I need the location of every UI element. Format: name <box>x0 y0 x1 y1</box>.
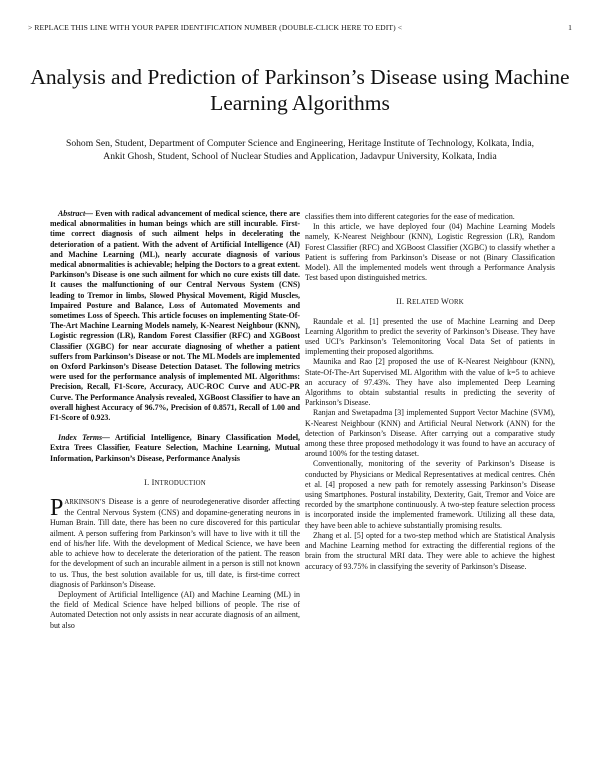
intro-heading-rest: NTRODUCTION <box>154 479 206 487</box>
author-affiliations: Sohom Sen, Student, Department of Computer Science and Engineering, Heritage Institute of Technology, Kolkata, India, Ankit Ghosh, Student, School of Nuclear Studies and Application, Jadavpur University, Kolkata, India <box>66 138 534 162</box>
page-number: 1 <box>568 23 572 32</box>
header-text: > REPLACE THIS LINE WITH YOUR PAPER IDENTIFICATION NUMBER (DOUBLE-CLICK HERE TO EDIT) < <box>28 23 403 32</box>
abstract-label: Abstract— <box>58 209 94 218</box>
intro-paragraph-continued: classifies them into different categories for the ease of medication. <box>305 212 515 221</box>
abstract-text: Even with radical advancement of medical science, there are medical abnormalities in human beings which are still incurable. First-time correct diagnosis of such ailment helps in decelerating the deterioration of a patient. With the advent of Artificial Intelligence (AI) and Machine Learning (ML), nearly accurate diagnosis of various medical abnormalities is achievable; helping the Doctors to a great extent. Parkinson’s Disease is one such ailment for which no cure exists till date. It causes the malfunctioning of our Central Nervous System (CNS) leading to Tremor in limbs, Slowed Physical Movement, Rigid Muscles, Impaired Posture and Balance, Loss of Automated Movements and sometimes Loss of Speech. This article focuses on implementing State-Of-The-Art Machine Learning Models namely, K-Nearest Neighbour (KNN), Logistic regression (LR), Random Forest Classifier (RFC) and XGBoost Classifier (XGBC) for near accurate diagnosing of whether a patient suffers from Parkinson’s Disease or not. The ML Models are implemented on Oxford Parkinson’s Disease Detection Dataset. The following metrics were used for the performance analysis of implemented ML Algorithms: Precision, Recall, F1-Score, Accuracy, AUC-ROC Curve and AUC-PR Curve. The Performance Analysis revealed, XGBoost Classifier to have an overall highest Accuracy of 96.7%, Precision of 0.8571, Recall of 1.00 and F1-Score of 0.923. <box>50 209 300 423</box>
related-heading-first-w: W <box>440 297 449 307</box>
drop-cap-word-rest: ARKINSON’S <box>64 499 106 507</box>
related-paragraph-conventional: Conventionally, monitoring of the severity of Parkinson’s Disease is conducted by Physicians or Medical Representatives at medical centres. Chén et al. [4] proposed a new path for remotely assessing Parkinson’s Disease using Smartphones. Postural instability, Dexterity, Gait, Tremor and Voice are recorded by the smartphone continuously. A two-step feature selection process is incorporated inside the implemented framework. Utilizing all these data, they have been able to achieve substantially promising results. <box>305 459 555 530</box>
intro-heading-num: I. <box>144 477 152 487</box>
section-heading-related-work <box>305 297 555 308</box>
left-column <box>50 209 300 631</box>
related-heading-rest-w: ORK <box>448 299 464 307</box>
related-heading-num: II. <box>396 297 407 307</box>
related-heading-rest-r: ELATED <box>412 299 441 307</box>
running-header <box>28 23 572 35</box>
abstract <box>50 209 300 423</box>
drop-cap: P <box>50 495 64 522</box>
index-terms <box>50 433 300 464</box>
intro-paragraph-2: Deployment of Artificial Intelligence (AI) and Machine Learning (ML) in the field of Medical Science have helped billions of people. The rise of Automated Detection not only assists in near accurate diagnosis of an ailment, but also <box>50 589 300 630</box>
related-paragraph-maunika: Maunika and Rao [2] proposed the use of K-Nearest Neighbour (KNN), State-Of-The-Art Supervised ML Algorithm with the value of k=5 to achieve an accuracy of 97.43%. They have also implemented Deep Learning Algorithms to obtain substantial results in predicting the severity of Parkinson’s Disease. <box>305 357 555 408</box>
related-paragraph-raundale: Raundale et al. [1] presented the use of Machine Learning and Deep Learning Algorithm to predict the severity of Parkinson’s Disease. They have used UCI’s Parkinson’s Telemonitoring Vocal Data Set of patients in implementing their proposed algorithms. <box>305 316 555 357</box>
related-heading-first-r: R <box>406 297 413 307</box>
intro-paragraph-article: In this article, we have deployed four (04) Machine Learning Models namely, K-Nearest Neighbour (KNN), Logistic Regression (LR), Random Forest Classifier (RFC) and XGBoost Classifier (XGBC) to classify whether a Patient is suffering from Parkinson’s Disease or not (Binary Classification Model). All the implemented models went through a Performance Analysis Test based upon distinguished metrics. <box>305 222 555 283</box>
index-terms-text: Artificial Intelligence, Binary Classification Model, Extra Trees Classifier, Feature Selection, Machine Learning, Mutual Information, Parkinson’s Disease, Performance Analysis <box>50 433 300 463</box>
related-paragraph-zhang: Zhang et al. [5] opted for a two-step method which are Statistical Analysis and Machine Learning method for extracting the differential regions of the brain from the structural MRI data. They were able to achieve the highest accuracy of 93.75% in classifying the severity of Parkinson’s Disease. <box>305 530 555 571</box>
index-terms-label: Index Terms— <box>58 433 110 443</box>
section-heading-introduction <box>50 478 300 489</box>
intro-heading-first: I <box>151 477 155 487</box>
intro-p1-text: Disease is a genre of neurodegenerative disorder affecting the Central Nervous System (CNS) and dopamine-generating neurons in Human Brain. Till date, there has been no cure discovered for this particular ailment. A person suffering from Parkinson’s will have to live with it till the end of his/her life. With the development of Medical Science, we have been able to achieve how to decelerate the deterioration of the patient. The reason for the development of such an incurable ailment in a person is still not known to us. Thus, the best solution available for us, till date, is first-time correct diagnosis of Parkinson’s Disease. <box>50 497 300 589</box>
right-column <box>305 212 555 572</box>
intro-paragraph-1 <box>50 497 300 590</box>
paper-title: Analysis and Prediction of Parkinson’s Disease using Machine Learning Algorithms <box>30 65 570 115</box>
related-paragraph-ranjan: Ranjan and Swetapadma [3] implemented Support Vector Machine (SVM), K-Nearest Neighbour (KNN) and Artificial Neural Network (ANN) for the detection of Parkinson’s Disease. After carrying out a comparative study among these three proposed methodology it was found to have an accuracy of around 100% for the testing dataset. <box>305 408 555 459</box>
